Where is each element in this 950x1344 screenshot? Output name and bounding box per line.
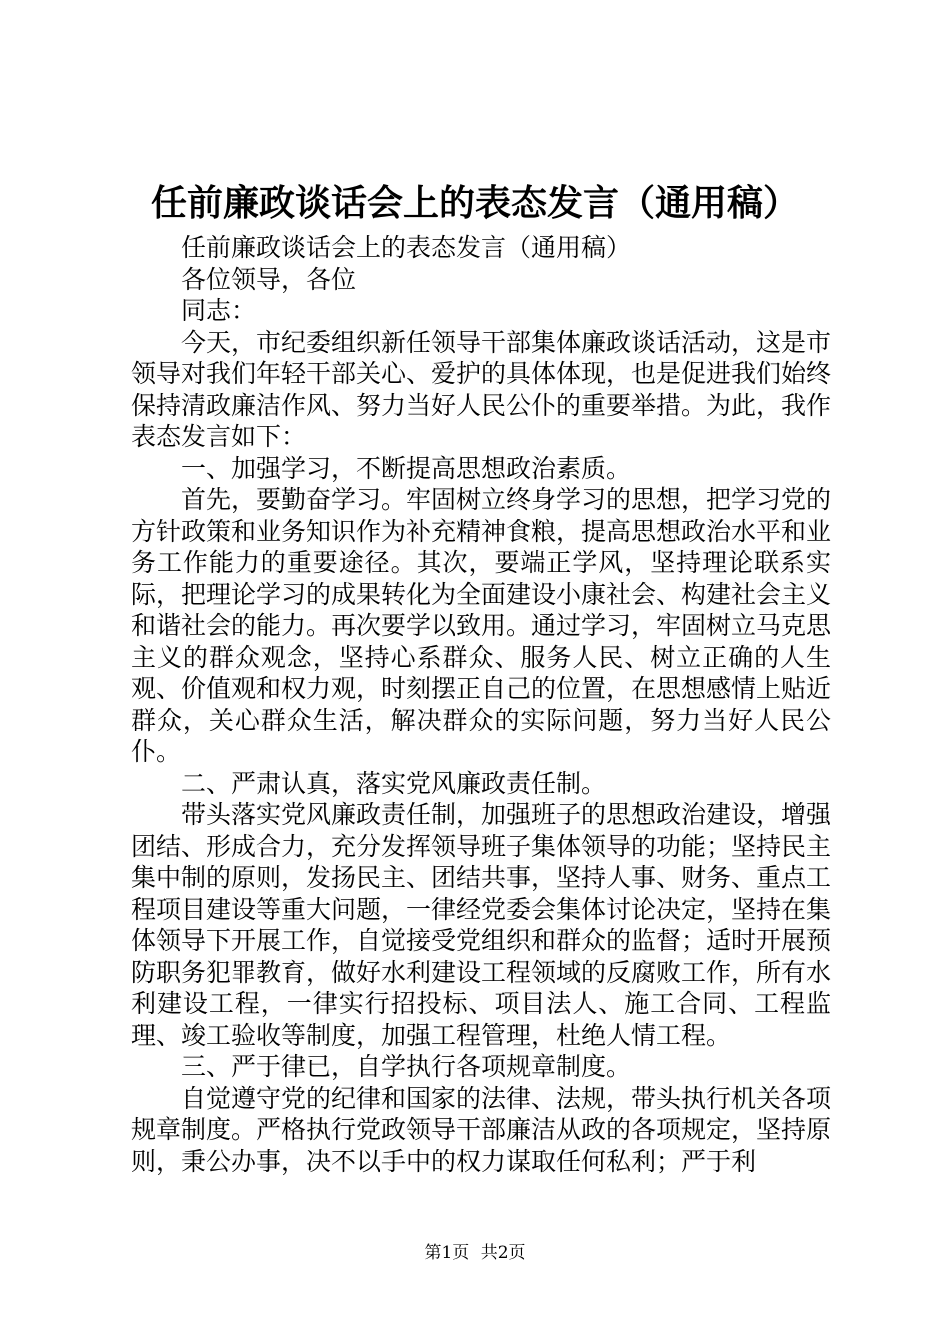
body-paragraph-salutation: 各位领导，各位 xyxy=(181,264,357,294)
body-paragraph-section-1: 首先，要勤奋学习。牢固树立终身学习的思想，把学习党的方针政策和业务知识作为补充精神食粮，提高思想政治水平和业务工作能力的重要途径。其次，要端正学风，坚持理论联系实际，把理论学习的成果转化为全面建设小康社会、构建社会主义和谐社会的能力。再次要学以致用。通过学习，牢固树立马克思主义的群众观念，坚持心系群众、服务人民、树立正确的人生观、价值观和权力观，时刻摆正自己的位置，在思想感情上贴近群众，关心群众生活，解决群众的实际问题，努力当好人民公仆。 xyxy=(131,485,832,766)
body-paragraph-section-3: 自觉遵守党的纪律和国家的法律、法规，带头执行机关各项规章制度。严格执行党政领导干部廉洁从政的各项规定，坚持原则，秉公办事，决不以手中的权力谋取任何私利；严于利 xyxy=(131,1083,832,1176)
document-title: 任前廉政谈话会上的表态发言（通用稿） xyxy=(150,182,799,224)
section-heading-2: 二、严肃认真，落实党风廉政责任制。 xyxy=(181,768,607,798)
body-paragraph-section-2: 带头落实党风廉政责任制，加强班子的思想政治建设，增强团结、形成合力，充分发挥领导班子集体领导的功能；坚持民主集中制的原则，发扬民主、团结共事，坚持人事、财务、重点工程项目建设等重大问题，一律经党委会集体讨论决定，坚持在集体领导下开展工作，自觉接受党组织和群众的监督；适时开展预防职务犯罪教育，做好水利建设工程领域的反腐败工作，所有水利建设工程，一律实行招投标、项目法人、施工合同、工程监理、竣工验收等制度，加强工程管理，杜绝人情工程。 xyxy=(131,800,832,1050)
document-body xyxy=(131,232,831,1177)
page-total: 共2页 xyxy=(480,1243,526,1263)
section-heading-1: 一、加强学习，不断提高思想政治素质。 xyxy=(181,453,632,483)
section-heading-3: 三、严于律已，自学执行各项规章制度。 xyxy=(181,1052,632,1081)
body-paragraph-salutation-cont: 同志： xyxy=(181,296,257,325)
body-paragraph-intro: 今天，市纪委组织新任领导干部集体廉政谈话活动，这是市领导对我们年轻干部关心、爱护的具体体现，也是促进我们始终保持清政廉洁作风、努力当好人民公仆的重要举措。为此，我作表态发言如下： xyxy=(131,327,832,451)
page-number: 第1页 xyxy=(424,1243,470,1263)
page-footer xyxy=(0,1242,950,1264)
body-paragraph-subtitle: 任前廉政谈话会上的表态发言（通用稿） xyxy=(181,233,632,262)
